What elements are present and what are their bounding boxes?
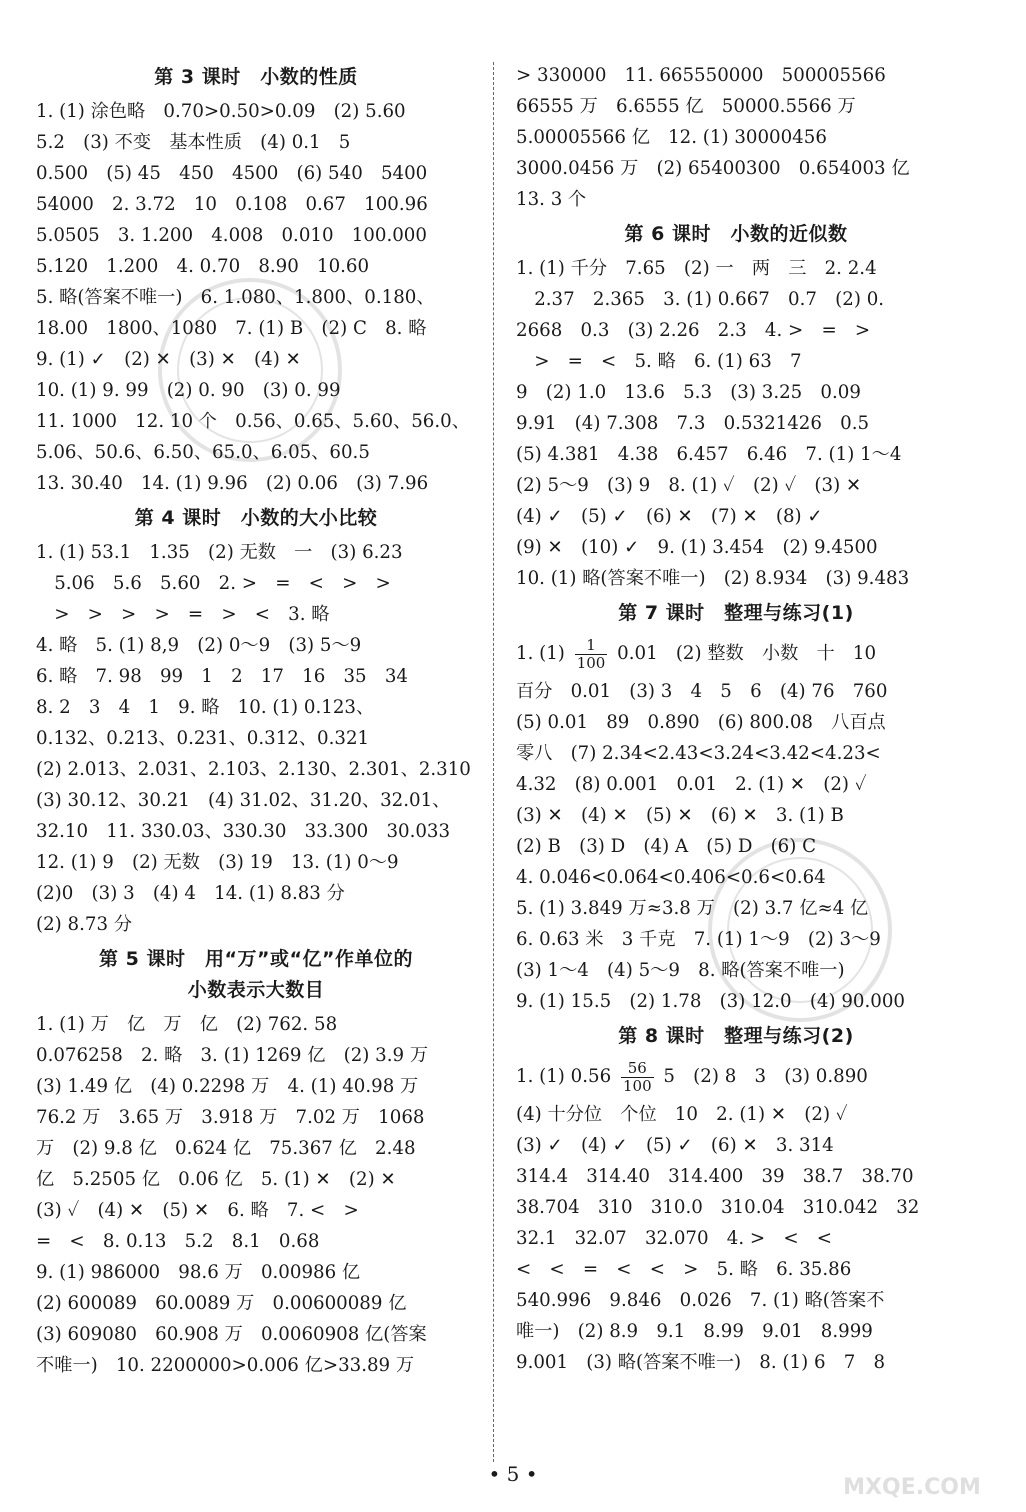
answer-line: 唯一) (2) 8.9 9.1 8.99 9.01 8.999 xyxy=(516,1321,873,1342)
answer-line: (2) B (3) D (4) A (5) D (6) C xyxy=(516,836,817,857)
answer-line-fraction xyxy=(516,1055,956,1099)
answer-line: 540.996 9.846 0.026 7. (1) 略(答案不 xyxy=(516,1290,885,1311)
answer-line: 5.2 (3) 不变 基本性质 (4) 0.1 5 xyxy=(36,132,351,153)
answer-line: (3) ✓ (4) ✕ (5) ✕ 6. 略 7. < > xyxy=(36,1200,359,1221)
answer-line: 9.91 (4) 7.308 7.3 0.5321426 0.5 xyxy=(516,413,870,434)
answer-line: 13. 30.40 14. (1) 9.96 (2) 0.06 (3) 7.96 xyxy=(36,473,429,494)
section-title: 第 5 课时 用“万”或“亿”作单位的 xyxy=(99,948,413,970)
answer-line: 38.704 310 310.0 310.04 310.042 32 xyxy=(516,1197,920,1218)
answer-line: (4) ✓ (5) ✓ (6) ✕ (7) ✕ (8) ✓ xyxy=(516,506,823,527)
answer-line: (3) ✓ (4) ✓ (5) ✓ (6) ✕ 3. 314 xyxy=(516,1135,834,1156)
answer-line: (9) ✕ (10) ✓ 9. (1) 3.454 (2) 9.4500 xyxy=(516,537,878,558)
answer-line: 76.2 万 3.65 万 3.918 万 7.02 万 1068 xyxy=(36,1107,425,1128)
answer-text: 5 (2) 8 3 (3) 0.890 xyxy=(663,1066,868,1087)
answer-line: (3) 1.49 亿 (4) 0.2298 万 4. (1) 40.98 万 xyxy=(36,1076,419,1097)
answer-line: 5.06、50.6、6.50、65.0、6.05、60.5 xyxy=(36,442,370,463)
answer-line: 10. (1) 略(答案不唯一) (2) 8.934 (3) 9.483 xyxy=(516,568,910,589)
answer-line: 不唯一) 10. 2200000>0.006 亿>33.89 万 xyxy=(36,1355,415,1376)
stamp-watermark-icon xyxy=(150,270,350,470)
section-lesson-6 xyxy=(516,219,956,594)
answer-line: 1. (1) 千分 7.65 (2) 一 两 三 2. 2.4 xyxy=(516,258,877,279)
answer-line: 9.001 (3) 略(答案不唯一) 8. (1) 6 7 8 xyxy=(516,1352,886,1373)
answer-line: 13. 3 个 xyxy=(516,189,587,210)
answer-line: 1. (1) 涂色略 0.70>0.50>0.09 (2) 5.60 xyxy=(36,101,406,122)
answer-line: 11. 1000 12. 10 个 0.56、0.65、5.60、56.0、 xyxy=(36,411,470,432)
answer-line: 10. (1) 9. 99 (2) 0. 90 (3) 0. 99 xyxy=(36,380,341,401)
section-title: 第 3 课时 小数的性质 xyxy=(154,66,358,88)
answer-line: 32.1 32.07 32.070 4. > < < xyxy=(516,1228,832,1249)
section-title: 第 7 课时 整理与练习(1) xyxy=(618,602,854,624)
answer-line: > 330000 11. 665550000 500005566 xyxy=(516,65,886,86)
answer-line: 亿 5.2505 亿 0.06 亿 5. (1) ✕ (2) ✕ xyxy=(36,1169,396,1190)
answer-line: 5.120 1.200 4. 0.70 8.90 10.60 xyxy=(36,256,370,277)
answer-line: 2668 0.3 (3) 2.26 2.3 4. > = > xyxy=(516,320,871,341)
answer-line: 万 (2) 9.8 亿 0.624 亿 75.367 亿 2.48 xyxy=(36,1138,416,1159)
answer-line: 5.00005566 亿 12. (1) 30000456 xyxy=(516,127,827,148)
section-lesson-4 xyxy=(36,503,476,940)
answer-line: (2) 600089 60.0089 万 0.00600089 亿 xyxy=(36,1293,407,1314)
site-logo-watermark xyxy=(812,1434,1012,1504)
answer-line: 6. 略 7. 98 99 1 2 17 16 35 34 xyxy=(36,666,408,687)
answer-line: 12. (1) 9 (2) 无数 (3) 19 13. (1) 0～9 xyxy=(36,852,399,873)
answer-line: 0.076258 2. 略 3. (1) 1269 亿 (2) 3.9 万 xyxy=(36,1045,429,1066)
answer-line: < < = < < > 5. 略 6. 35.86 xyxy=(516,1259,852,1280)
answer-line: 18.00 1800、1080 7. (1) B (2) C 8. 略 xyxy=(36,318,427,339)
answer-line: 5. 略(答案不唯一) 6. 1.080、1.800、0.180、 xyxy=(36,287,435,308)
answer-line: 2.37 2.365 3. (1) 0.667 0.7 (2) 0. xyxy=(516,289,885,310)
page-number: • 5 • xyxy=(488,1462,538,1486)
answer-line: (2)0 (3) 3 (4) 4 14. (1) 8.83 分 xyxy=(36,883,345,904)
section-lesson-5 xyxy=(36,944,476,1381)
left-column xyxy=(36,58,476,1381)
answer-line: (5) 4.381 4.38 6.457 6.46 7. (1) 1～4 xyxy=(516,444,902,465)
answer-line: 66555 万 6.6555 亿 50000.5566 万 xyxy=(516,96,856,117)
section-title: 第 8 课时 整理与练习(2) xyxy=(618,1025,854,1047)
lesson-5-continued xyxy=(516,60,956,215)
answer-line: = < 8. 0.13 5.2 8.1 0.68 xyxy=(36,1231,320,1252)
answer-line: (4) 十分位 个位 10 2. (1) ✕ (2) ✓ xyxy=(516,1104,848,1125)
answer-line-fraction xyxy=(516,632,956,676)
answer-line: 1. (1) 53.1 1.35 (2) 无数 一 (3) 6.23 xyxy=(36,542,403,563)
answer-line: 5.06 5.6 5.60 2. > = < > > xyxy=(36,573,391,594)
column-divider xyxy=(493,62,494,1462)
answer-line: 54000 2. 3.72 10 0.108 0.67 100.96 xyxy=(36,194,428,215)
answer-line: (3) 30.12、30.21 (4) 31.02、31.20、32.01、 xyxy=(36,790,451,811)
answer-text: 0.01 (2) 整数 小数 十 10 xyxy=(617,643,877,664)
answer-line: (3) ✕ (4) ✕ (5) ✕ (6) ✕ 3. (1) B xyxy=(516,805,844,826)
answer-text: 1. (1) 0.56 xyxy=(516,1066,612,1087)
answer-line: 9. (1) 15.5 (2) 1.78 (3) 12.0 (4) 90.000 xyxy=(516,991,905,1012)
answer-line: 314.4 314.40 314.400 39 38.7 38.70 xyxy=(516,1166,914,1187)
answer-line: 4.32 (8) 0.001 0.01 2. (1) ✕ (2) ✓ xyxy=(516,774,867,795)
answer-line: 32.10 11. 330.03、330.30 33.300 30.033 xyxy=(36,821,451,842)
section-lesson-8 xyxy=(516,1021,956,1378)
answer-line: 8. 2 3 4 1 9. 略 10. (1) 0.123、 xyxy=(36,697,375,718)
answer-line: (2) 2.013、2.031、2.103、2.130、2.301、2.310 xyxy=(36,759,471,780)
fraction xyxy=(575,637,608,672)
answer-line: 4. 0.046<0.064<0.406<0.6<0.64 xyxy=(516,867,826,888)
answer-line: > = < 5. 略 6. (1) 63 7 xyxy=(516,351,802,372)
fraction-denominator: 100 xyxy=(622,1076,652,1095)
answer-line: 0.500 (5) 45 450 4500 (6) 540 5400 xyxy=(36,163,428,184)
answer-line: 百分 0.01 (3) 3 4 5 6 (4) 76 760 xyxy=(516,681,888,702)
answer-line: (5) 0.01 89 0.890 (6) 800.08 八百点 xyxy=(516,712,886,733)
answer-line: 5.0505 3. 1.200 4.008 0.010 100.000 xyxy=(36,225,427,246)
section-title: 第 4 课时 小数的大小比较 xyxy=(134,507,378,529)
answer-line: 零八 (7) 2.34<2.43<3.24<3.42<4.23< xyxy=(516,743,881,764)
answer-line: 0.132、0.213、0.231、0.312、0.321 xyxy=(36,728,370,749)
answer-line: 1. (1) 万 亿 万 亿 (2) 762. 58 xyxy=(36,1014,338,1035)
fraction-numerator: 1 xyxy=(575,637,608,655)
fraction-denominator: 100 xyxy=(576,653,606,672)
answer-line: 9. (1) 986000 98.6 万 0.00986 亿 xyxy=(36,1262,361,1283)
watermark-text: MXQE.COM xyxy=(843,1475,981,1500)
answer-line: 9. (1) ✓ (2) ✕ (3) ✕ (4) ✕ xyxy=(36,349,301,370)
answer-line: 4. 略 5. (1) 8,9 (2) 0～9 (3) 5～9 xyxy=(36,635,362,656)
fraction-numerator: 56 xyxy=(621,1060,654,1078)
answer-line: (2) 5～9 (3) 9 8. (1) ✓ (2) ✓ (3) ✕ xyxy=(516,475,862,496)
answer-line: 5. (1) 3.849 万≈3.8 万 (2) 3.7 亿≈4 亿 xyxy=(516,898,869,919)
right-column xyxy=(516,58,956,1378)
answer-line: 9 (2) 1.0 13.6 5.3 (3) 3.25 0.09 xyxy=(516,382,861,403)
answer-line: (2) 8.73 分 xyxy=(36,914,133,935)
answer-line: (3) 1～4 (4) 5～9 8. 略(答案不唯一) xyxy=(516,960,845,981)
answer-line: (3) 609080 60.908 万 0.0060908 亿(答案 xyxy=(36,1324,427,1345)
answer-text: 1. (1) xyxy=(516,643,565,664)
stamp-watermark-icon xyxy=(700,830,900,1030)
answer-line: > > > > = > < 3. 略 xyxy=(36,604,330,625)
answer-line: 6. 0.63 米 3 千克 7. (1) 1～9 (2) 3～9 xyxy=(516,929,881,950)
fraction xyxy=(621,1060,654,1095)
section-subtitle: 小数表示大数目 xyxy=(187,979,325,1001)
answer-line: 3000.0456 万 (2) 65400300 0.654003 亿 xyxy=(516,158,910,179)
section-title: 第 6 课时 小数的近似数 xyxy=(624,223,848,245)
